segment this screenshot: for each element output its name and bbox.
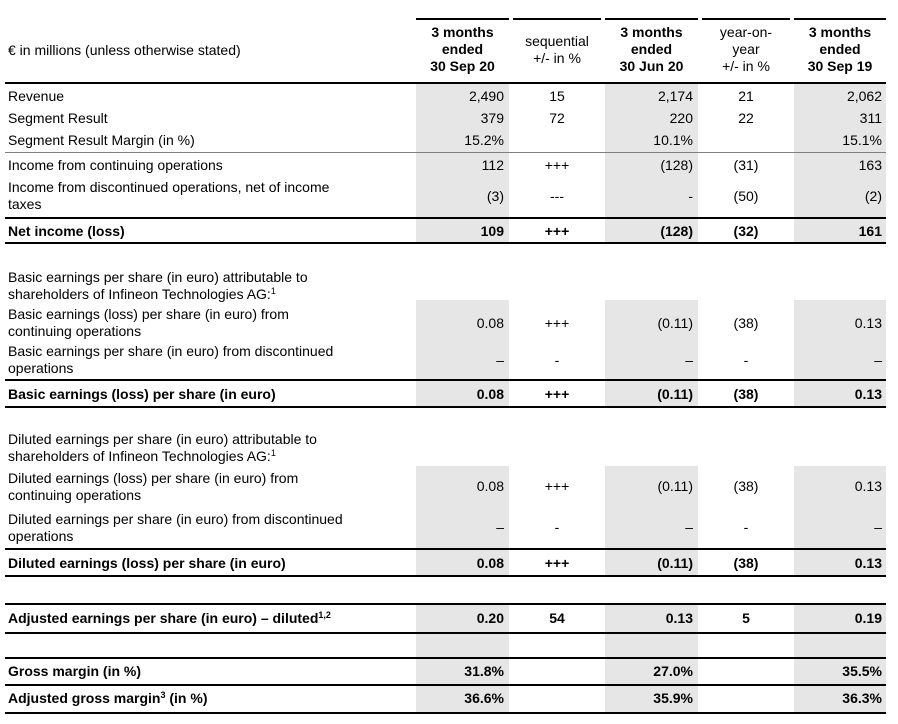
header-col-sep19: 3 months ended 30 Sep 19 <box>807 24 873 74</box>
rule-before-gross <box>5 657 886 659</box>
cell-adj-eps-yoy: 5 <box>742 610 750 626</box>
row-label-income-cont: Income from continuing operations <box>8 157 223 173</box>
cell-income-disc-sep20: (3) <box>486 188 504 204</box>
cell-diluted-cont-sep20: 0.08 <box>476 478 504 494</box>
rule-before-diluted-total <box>5 548 886 550</box>
row-label-diluted-cont: Diluted earnings (loss) per share (in euro) from continuing operations <box>8 470 299 503</box>
cell-basic-total-sep20: 0.08 <box>476 386 504 402</box>
cell-income-disc-yoy: (50) <box>733 188 759 204</box>
row-label-adj-gross-margin: Adjusted gross margin$^3$ (in %) <box>8 690 208 706</box>
cell-basic-disc-jun20: – <box>685 352 693 368</box>
cell-adj-eps-sep20: 0.20 <box>476 610 504 626</box>
cell-adj-gross-margin-sep20: 36.6% <box>464 690 504 706</box>
row-label-adj-eps: Adjusted earnings per share (in euro) – diluted$^{1,2}$ <box>8 610 331 626</box>
cell-diluted-disc-yoy: - <box>743 519 749 535</box>
cell-income-cont-jun20: (128) <box>660 157 693 173</box>
cell-basic-total-yoy: (38) <box>733 386 759 402</box>
row-label-basic-total: Basic earnings (loss) per share (in euro) <box>8 386 276 402</box>
row-label-segment-result: Segment Result <box>8 110 108 126</box>
rule-header-bottom <box>5 82 886 84</box>
cell-segment-margin-sep20: 15.2% <box>464 132 504 148</box>
rule-after-adj-eps <box>5 632 886 634</box>
cell-basic-total-sep19: 0.13 <box>854 386 882 402</box>
rule-before-adj-eps <box>5 603 886 605</box>
cell-diluted-cont-jun20: (0.11) <box>657 478 693 494</box>
footnote-1: 1 <box>270 448 276 458</box>
cell-gross-margin-sep19: 35.5% <box>842 663 882 679</box>
rule-top-col5 <box>794 18 886 20</box>
cell-adj-eps-sep19: 0.19 <box>854 610 882 626</box>
row-label-net-income: Net income (loss) <box>8 223 125 239</box>
row-label-gross-margin: Gross margin (in %) <box>8 663 142 679</box>
cell-revenue-yoy: 21 <box>738 88 754 104</box>
cell-diluted-cont-seq: +++ <box>544 478 570 494</box>
rule-after-gross <box>5 712 886 714</box>
cell-segment-margin-sep19: 15.1% <box>842 132 882 148</box>
rule-after-diluted-total <box>5 575 886 577</box>
rule-top-col2 <box>513 18 601 20</box>
row-label-diluted-intro: Diluted earnings per share (in euro) attributable to shareholders of Infineon Technologies AG:$^1$ <box>8 431 317 464</box>
row-label-revenue: Revenue <box>8 88 65 104</box>
header-col-sequential: sequential +/- in % <box>525 33 589 66</box>
cell-revenue-sep20: 2,490 <box>468 88 504 104</box>
cell-basic-total-seq: +++ <box>544 386 570 402</box>
footnote-1: 1 <box>270 286 276 296</box>
row-label-basic-cont: Basic earnings (loss) per share (in euro) from continuing operations <box>8 306 289 339</box>
cell-diluted-cont-yoy: (38) <box>733 478 759 494</box>
cell-net-income-sep19: 161 <box>858 223 882 239</box>
cell-basic-disc-sep19: – <box>874 352 882 368</box>
cell-income-cont-sep19: 163 <box>858 157 882 173</box>
cell-diluted-disc-sep19: – <box>874 519 882 535</box>
cell-segment-result-yoy: 22 <box>738 110 754 126</box>
cell-diluted-cont-sep19: 0.13 <box>854 478 882 494</box>
cell-segment-result-sep20: 379 <box>480 110 504 126</box>
row-label-diluted-disc: Diluted earnings per share (in euro) from discontinued operations <box>8 511 343 544</box>
cell-basic-cont-jun20: (0.11) <box>657 315 693 331</box>
cell-segment-margin-jun20: 10.1% <box>653 132 693 148</box>
cell-basic-total-jun20: (0.11) <box>657 386 693 402</box>
rule-before-basic-total <box>5 379 886 381</box>
cell-revenue-jun20: 2,174 <box>657 88 693 104</box>
rule-before-net <box>5 217 886 219</box>
header-col-jun20: 3 months ended 30 Jun 20 <box>619 24 684 74</box>
cell-segment-result-seq: 72 <box>549 110 565 126</box>
header-label: € in millions (unless otherwise stated) <box>8 42 241 58</box>
rule-top-col1 <box>416 18 509 20</box>
cell-diluted-total-seq: +++ <box>544 555 570 571</box>
rule-after-basic-total <box>5 406 886 408</box>
cell-adj-gross-margin-sep19: 36.3% <box>842 690 882 706</box>
footnote-3: 3 <box>160 690 166 700</box>
row-label-basic-intro: Basic earnings per share (in euro) attributable to shareholders of Infineon Technologies AG:$^1$ <box>8 269 308 302</box>
rule-top-col4 <box>702 18 790 20</box>
cell-basic-cont-seq: +++ <box>544 315 570 331</box>
cell-diluted-total-yoy: (38) <box>733 555 759 571</box>
cell-gross-margin-sep20: 31.8% <box>464 663 504 679</box>
cell-basic-cont-yoy: (38) <box>733 315 759 331</box>
rule-after-margin <box>5 152 886 153</box>
cell-income-cont-yoy: (31) <box>733 157 759 173</box>
cell-basic-disc-yoy: - <box>743 352 749 368</box>
header-col-sep20: 3 months ended 30 Sep 20 <box>430 24 495 74</box>
rule-between-gross <box>5 684 886 686</box>
cell-income-disc-seq: --- <box>550 188 564 204</box>
cell-net-income-yoy: (32) <box>733 223 759 239</box>
cell-net-income-seq: +++ <box>544 223 570 239</box>
cell-income-cont-sep20: 112 <box>481 157 504 173</box>
row-label-basic-disc: Basic earnings per share (in euro) from discontinued operations <box>8 343 334 376</box>
cell-adj-eps-jun20: 0.13 <box>665 610 693 626</box>
cell-diluted-total-jun20: (0.11) <box>657 555 693 571</box>
cell-basic-disc-sep20: – <box>496 352 504 368</box>
cell-segment-result-jun20: 220 <box>669 110 693 126</box>
cell-net-income-sep20: 109 <box>480 223 504 239</box>
rule-top-col3 <box>605 18 698 20</box>
header-col-yoy: year-on- year +/- in % <box>719 24 773 74</box>
cell-revenue-sep19: 2,062 <box>846 88 882 104</box>
row-label-diluted-total: Diluted earnings (loss) per share (in euro) <box>8 555 286 571</box>
cell-diluted-disc-seq: - <box>554 519 560 535</box>
cell-adj-gross-margin-jun20: 35.9% <box>653 690 693 706</box>
row-label-segment-margin: Segment Result Margin (in %) <box>8 132 195 148</box>
cell-adj-eps-seq: 54 <box>549 610 565 626</box>
cell-revenue-seq: 15 <box>549 88 565 104</box>
cell-income-disc-sep19: (2) <box>864 188 882 204</box>
cell-income-disc-jun20: - <box>688 188 693 204</box>
rule-after-net <box>5 242 886 244</box>
cell-diluted-disc-jun20: – <box>685 519 693 535</box>
cell-diluted-total-sep20: 0.08 <box>476 555 504 571</box>
cell-basic-cont-sep19: 0.13 <box>854 315 882 331</box>
cell-diluted-total-sep19: 0.13 <box>854 555 882 571</box>
cell-gross-margin-jun20: 27.0% <box>653 663 693 679</box>
row-label-income-disc: Income from discontinued operations, net of income taxes <box>8 179 330 212</box>
cell-basic-disc-seq: - <box>554 352 560 368</box>
footnote-1-2: 1,2 <box>318 610 331 620</box>
cell-basic-cont-sep20: 0.08 <box>476 315 504 331</box>
cell-income-cont-seq: +++ <box>544 157 570 173</box>
cell-net-income-jun20: (128) <box>660 223 693 239</box>
cell-segment-result-sep19: 311 <box>859 110 882 126</box>
cell-diluted-disc-sep20: – <box>496 519 504 535</box>
